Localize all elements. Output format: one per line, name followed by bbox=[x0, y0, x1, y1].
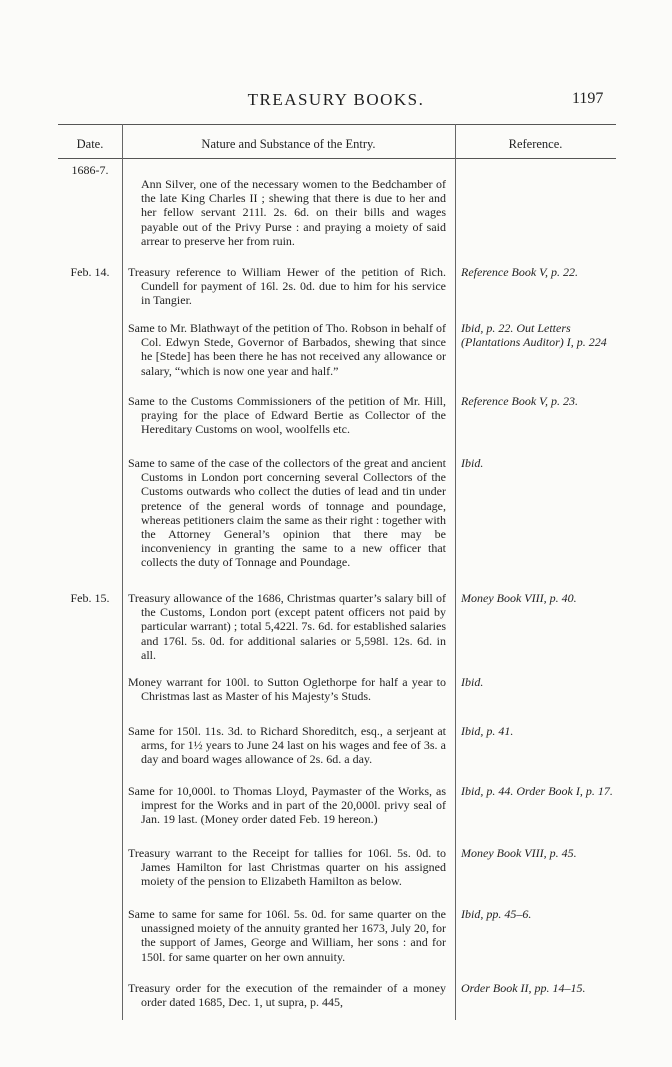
entry-text: Same for 150l. 11s. 3d. to Richard Shoreditch, esq., a serjeant at arms, for 1½ years to June 24 last on his wages and fee of 3s. a day and board wages allowance of 2s. 6d. a day. bbox=[128, 724, 446, 767]
header-bottom-rule bbox=[58, 158, 616, 159]
entry-reference bbox=[461, 265, 616, 279]
entry-reference bbox=[461, 784, 616, 798]
reference-text: Order Book II, pp. 14–15. bbox=[461, 981, 586, 995]
reference-text: Money Book VIII, p. 45. bbox=[461, 846, 577, 860]
entry-reference bbox=[461, 591, 616, 605]
entry-date: Feb. 15. bbox=[70, 591, 110, 605]
entry-text: Treasury order for the execution of the remainder of a money order dated 1685, Dec. 1, ut supra, p. 445, bbox=[128, 981, 446, 1010]
entry-text: Same to the Customs Commissioners of the petition of Mr. Hill, praying for the place of Edward Bertie as Collector of the Hereditary Customs on wool, woolfells etc. bbox=[128, 394, 446, 437]
entry-reference bbox=[461, 675, 616, 689]
entry-date: 1686-7. bbox=[71, 163, 109, 177]
reference-text: Ibid, p. 22. Out Letters (Plantations Auditor) I, p. 224 bbox=[461, 321, 607, 350]
reference-text: Reference Book V, p. 23. bbox=[461, 394, 578, 408]
entry-reference bbox=[461, 907, 616, 921]
entry-text: Treasury reference to William Hewer of the petition of Rich. Cundell for payment of 16l. 2s. 0d. due to him for his service in Tangier. bbox=[128, 265, 446, 308]
entry-reference bbox=[461, 981, 616, 995]
reference-text: Ibid, p. 41. bbox=[461, 724, 514, 738]
reference-text: Ibid, pp. 45–6. bbox=[461, 907, 532, 921]
entry-reference bbox=[461, 846, 616, 860]
entry-date: Feb. 14. bbox=[70, 265, 110, 279]
entry-text: Money warrant for 100l. to Sutton Oglethorpe for half a year to Christmas last as Master of his Majesty’s Studs. bbox=[128, 675, 446, 704]
column-header-reference: Reference. bbox=[508, 137, 563, 151]
entry-text: Same to Mr. Blathwayt of the petition of Tho. Robson in behalf of Col. Edwyn Stede, Governor of Barbados, shewing that since he [Stede] has been there he has not received any allowance or salary, “which is now one year and half.” bbox=[128, 321, 446, 378]
reference-text: Money Book VIII, p. 40. bbox=[461, 591, 577, 605]
page-number: 1197 bbox=[572, 90, 604, 107]
entry-reference bbox=[461, 724, 616, 738]
column-header-nature: Nature and Substance of the Entry. bbox=[201, 137, 376, 151]
reference-text: Ibid. bbox=[461, 675, 484, 689]
column-divider-right bbox=[455, 124, 456, 1020]
column-header-date: Date. bbox=[76, 137, 104, 151]
header-top-rule bbox=[58, 124, 616, 125]
entry-text: Treasury warrant to the Receipt for tallies for 106l. 5s. 0d. to James Hamilton for last Christmas quarter on his assigned moiety of the pension to Elizabeth Hamilton as below. bbox=[128, 846, 446, 889]
reference-text: Ibid, p. 44. Order Book I, p. 17. bbox=[461, 784, 613, 798]
entry-reference bbox=[461, 456, 616, 470]
entry-text: Same to same of the case of the collectors of the great and ancient Customs in London port concerning several Collectors of the Customs outwards who collect the duties of lead and tin under pretence of the general words of tonnage and poundage, whereas petitioners claim the same as their right : together with the Attorney General’s opinion that there may be inconveniency in granting the same to a new officer that collects the duty of Tonnage and Poundage. bbox=[128, 456, 446, 570]
entry-text: Ann Silver, one of the necessary women to the Bedchamber of the late King Charles II ; shewing that there is due to her and her fellow servant 211l. 2s. 6d. on their bills and wages payable out of the Privy Purse : and praying a moiety of said arrear to preserve her from ruin. bbox=[141, 177, 446, 248]
reference-text: Reference Book V, p. 22. bbox=[461, 265, 578, 279]
entry-text: Same to same for same for 106l. 5s. 0d. for same quarter on the unassigned moiety of the annuity granted her 1673, July 20, for the support of James, George and William, her sons : and for 150l. for same quarter on her own annuity. bbox=[128, 907, 446, 964]
column-divider-left bbox=[122, 124, 123, 1020]
entry-reference bbox=[461, 321, 616, 349]
entry-text: Treasury allowance of the 1686, Christmas quarter’s salary bill of the Customs, London port (except patent officers not paid by particular warrant) ; total 5,422l. 7s. 6d. for established salaries and 176l. 5s. 0d. for additional salaries or 5,598l. 12s. 6d. in all. bbox=[128, 591, 446, 662]
entry-text: Same for 10,000l. to Thomas Lloyd, Paymaster of the Works, as imprest for the Works and in part of the 20,000l. privy seal of Jan. 19 last. (Money order dated Feb. 19 hereon.) bbox=[128, 784, 446, 827]
entry-reference bbox=[461, 394, 616, 408]
reference-text: Ibid. bbox=[461, 456, 484, 470]
running-title: TREASURY BOOKS. bbox=[247, 90, 425, 109]
